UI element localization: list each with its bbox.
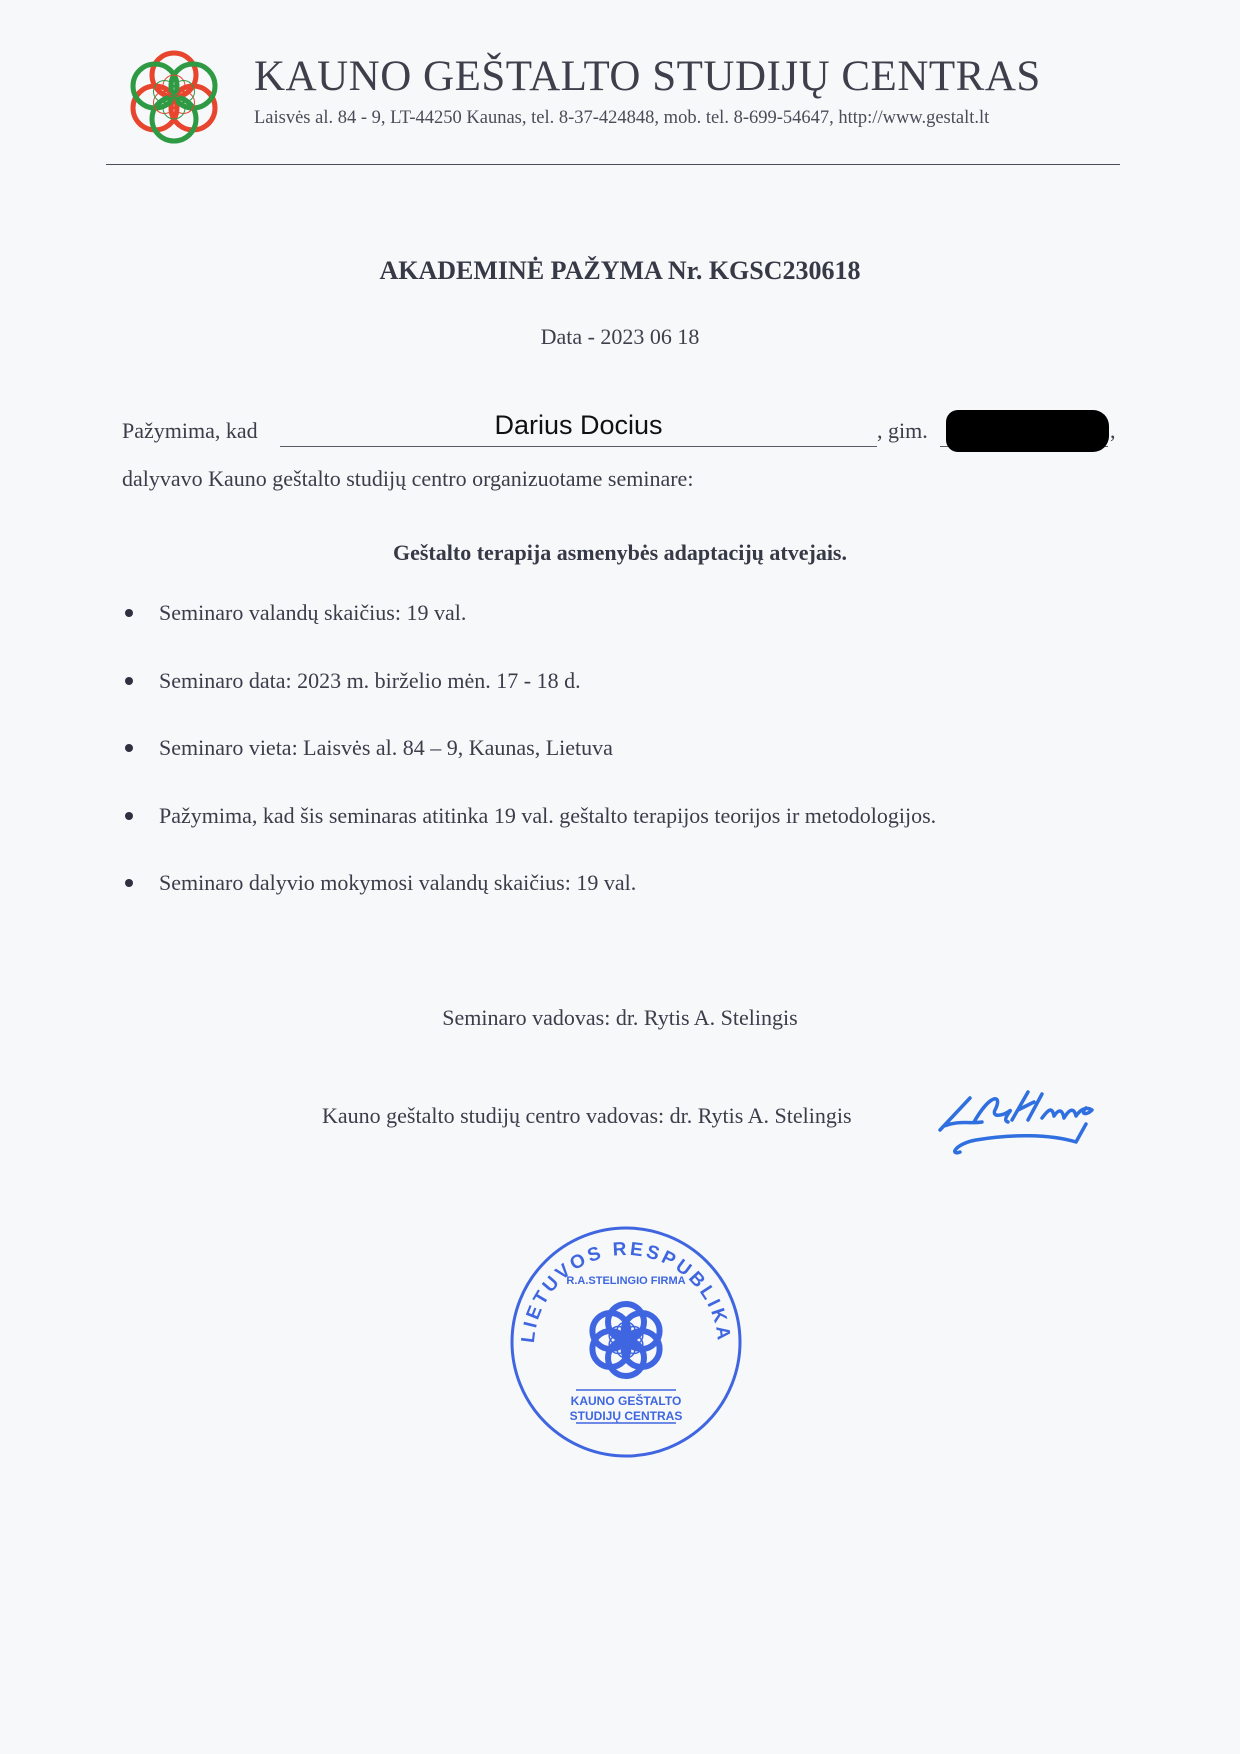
bullet-icon (125, 609, 133, 617)
bullet-icon (125, 879, 133, 887)
list-item (122, 803, 936, 871)
stamp-inner-bottom-1: KAUNO GEŠTALTO (570, 1394, 682, 1408)
birth-label: , gim. (877, 418, 928, 443)
list-item (122, 735, 936, 803)
seminar-details-list (122, 600, 936, 938)
seminar-title: Geštalto terapija asmenybės adaptacijų atvejais. (392, 540, 847, 565)
bullet-icon (125, 744, 133, 752)
document-title: AKADEMINĖ PAŽYMA Nr. KGSC230618 (379, 256, 861, 285)
seminar-leader: Seminaro vadovas: dr. Rytis A. Stelingis (442, 1005, 798, 1030)
list-item-text: Seminaro dalyvio mokymosi valandų skaičius: 19 val. (159, 870, 637, 895)
list-item (122, 600, 936, 668)
center-director: Kauno geštalto studijų centro vadovas: dr. Rytis A. Stelingis (322, 1103, 852, 1128)
certifies-prefix: Pažymima, kad (122, 418, 258, 443)
organization-contact: Laisvės al. 84 - 9, LT-44250 Kaunas, tel. 8-37-424848, mob. tel. 8-699-54647, http://www.gestalt.lt (254, 108, 990, 128)
list-item (122, 668, 936, 736)
trailing-comma: , (1110, 418, 1116, 443)
list-item-text: Seminaro vieta: Laisvės al. 84 – 9, Kaunas, Lietuva (159, 735, 613, 760)
list-item (122, 870, 936, 938)
stamp-outer-text: LIETUVOS RESPUBLIKA (517, 1238, 735, 1344)
bullet-icon (125, 812, 133, 820)
official-stamp-icon (506, 1222, 746, 1462)
list-item-text: Seminaro data: 2023 m. birželio mėn. 17 - 18 d. (159, 667, 581, 693)
list-item-text: Pažymima, kad šis seminaras atitinka 19 val. geštalto terapijos teorijos ir metodologijos. (159, 802, 937, 828)
participation-line: dalyvavo Kauno geštalto studijų centro organizuotame seminare: (122, 466, 694, 491)
birth-date-redacted (946, 410, 1109, 452)
stamp-inner-top: R.A.STELINGIO FIRMA (566, 1275, 686, 1287)
participant-name: Darius Docius (494, 410, 663, 440)
bullet-icon (125, 677, 133, 685)
organization-name: KAUNO GEŠTALTO STUDIJŲ CENTRAS (254, 53, 1041, 100)
header-divider (106, 164, 1120, 165)
name-underline (280, 446, 877, 447)
handwritten-signature-icon (930, 1080, 1110, 1160)
document-date: Data - 2023 06 18 (540, 324, 700, 349)
stamp-inner-bottom-2: STUDIJŲ CENTRAS (569, 1409, 683, 1423)
flower-of-life-logo-icon (124, 47, 224, 147)
list-item-text: Seminaro valandų skaičius: 19 val. (159, 600, 467, 625)
